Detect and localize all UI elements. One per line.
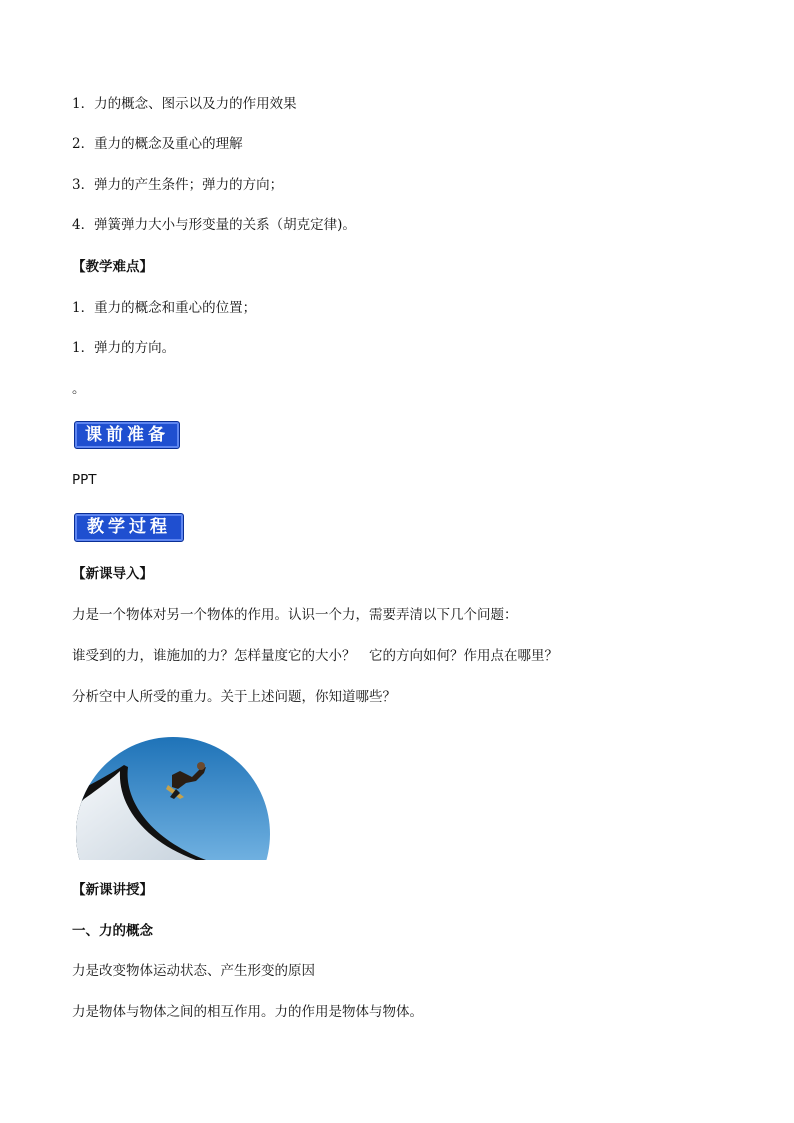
intro-line-2: 谁受到的力，谁施加的力？怎样量度它的大小？ 它的方向如何？作用点在哪里？ <box>72 648 558 664</box>
process-badge: 教学过程 <box>74 513 184 542</box>
skateboarder-illustration <box>76 737 270 860</box>
difficulties-heading: 【教学难点】 <box>72 259 153 275</box>
key-point-3: 3．弹力的产生条件；弹力的方向； <box>72 177 284 193</box>
skateboarder-photo <box>76 737 270 860</box>
intro-heading: 【新课导入】 <box>72 566 153 582</box>
key-point-1: 1．力的概念、图示以及力的作用效果 <box>72 96 297 112</box>
lecture-line-2: 力是物体与物体之间的相互作用。力的作用是物体与物体。 <box>72 1004 423 1020</box>
intro-line-3: 分析空中人所受的重力。关于上述问题，你知道哪些？ <box>72 689 396 705</box>
difficulty-item-1: 1．重力的概念和重心的位置； <box>72 300 257 316</box>
difficulty-item-2: 1．弹力的方向。 <box>72 340 176 356</box>
section-heading-force-concept: 一、力的概念 <box>72 923 153 939</box>
prep-text: PPT <box>72 472 97 488</box>
intro-line-1: 力是一个物体对另一个物体的作用。认识一个力，需要弄清以下几个问题： <box>72 607 518 623</box>
key-point-2: 2．重力的概念及重心的理解 <box>72 136 243 152</box>
difficulties-trailing-mark: 。 <box>72 381 86 397</box>
lecture-heading: 【新课讲授】 <box>72 882 153 898</box>
prep-badge: 课前准备 <box>74 421 180 449</box>
key-point-4: 4．弹簧弹力大小与形变量的关系（胡克定律)。 <box>72 217 356 233</box>
lecture-line-1: 力是改变物体运动状态、产生形变的原因 <box>72 963 315 979</box>
